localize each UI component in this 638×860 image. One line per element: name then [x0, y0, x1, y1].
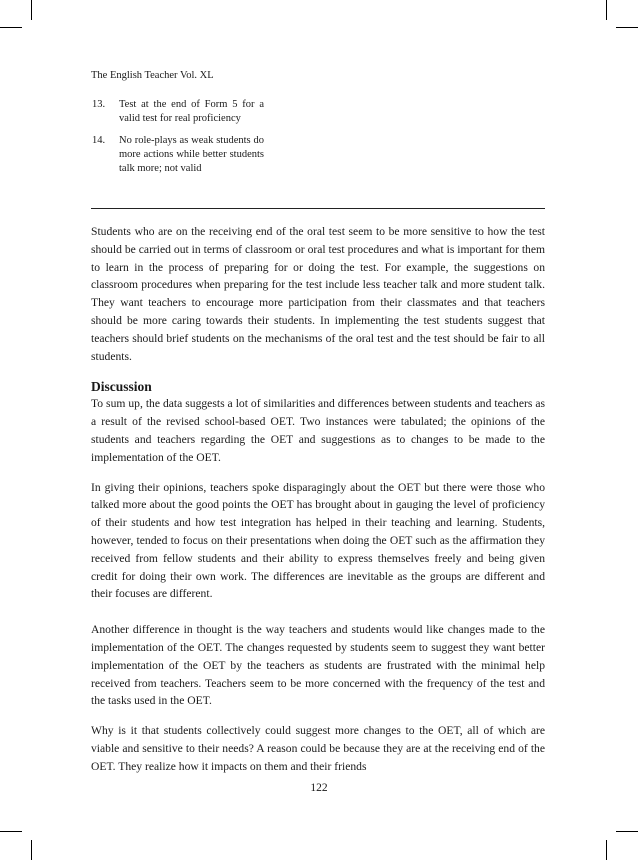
row-text: No role-plays as weak students do more actions while better students talk more; not valid: [119, 135, 264, 174]
running-head: The English Teacher Vol. XL: [91, 70, 214, 81]
paragraph: Students who are on the receiving end of the oral test seem to be more sensitive to how the test should be carried out in terms of classroom or oral test procedures and what is important for them to learn in the process of preparing for or doing the test. For example, the suggestions on classroom procedures when preparing for the test include less teacher talk and more student talk. They want teachers to encourage more participation from their classmates and that teachers should be more caring towards their students. In implementing the test students suggest that teachers should brief students on the mechanisms of the oral test and the test should be fair to all students.: [91, 225, 545, 363]
page-number: 122: [310, 782, 328, 794]
crop-mark: [0, 27, 22, 28]
paragraph: To sum up, the data suggests a lot of similarities and differences between students and teachers as a result of the revised school-based OET. Two instances were tabulated; the opinions of the students and teachers regarding the OET and suggestions as to changes to be made to the implementation of the OET.: [91, 397, 545, 464]
table-row: [92, 98, 264, 125]
body-text: [91, 223, 545, 776]
row-number: 14.: [92, 135, 106, 147]
crop-mark: [616, 27, 638, 28]
crop-mark: [31, 0, 32, 20]
crop-mark: [616, 831, 638, 832]
paragraph: Why is it that students collectively could suggest more changes to the OET, all of which are viable and sensitive to their needs? A reason could be because they are at the receiving end of the OET. They realize how it impacts on them and their friends: [91, 724, 545, 773]
crop-mark: [0, 831, 22, 832]
row-number: 13.: [92, 99, 106, 110]
table-row: [92, 134, 264, 175]
row-text: Test at the end of Form 5 for a valid test for real proficiency: [119, 99, 264, 124]
table-fragment: [92, 98, 264, 185]
section-heading: Discussion: [91, 379, 152, 395]
paragraph: In giving their opinions, teachers spoke disparagingly about the OET but there were those who talked more about the good points the OET has brought about in gauging the level of proficiency of their students and how test integration has helped in their teaching and learning. Students, however, tended to focus on their presentations when doing the OET such as the affirmation they received from fellow students and their ability to express themselves freely and being given credit for doing their own work. The differences are inevitable as the groups are different and their focuses are different.: [91, 480, 545, 601]
crop-mark: [606, 840, 607, 860]
crop-mark: [606, 0, 607, 20]
paragraph: Another difference in thought is the way teachers and students would like changes made to the implementation of the OET. The changes requested by students seem to suggest they want better implementation of the OET by the teachers as students are frustrated with the minimal help received from teachers. Teachers seem to be more concerned with the frequency of the test and the tasks used in the OET.: [91, 623, 545, 708]
table-bottom-rule: [91, 208, 545, 209]
crop-mark: [31, 840, 32, 860]
